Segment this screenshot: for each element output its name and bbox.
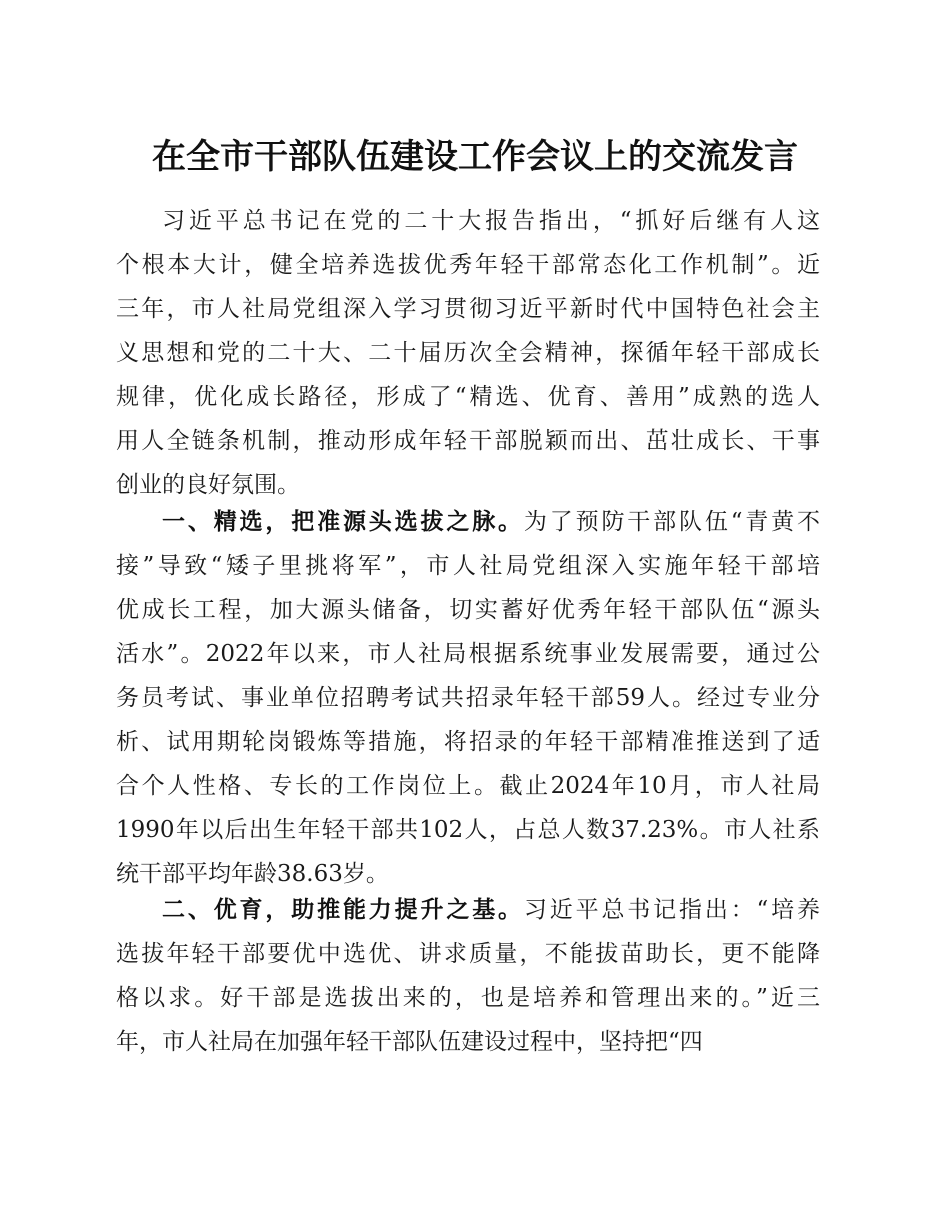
text-run: 为了预防干部队伍“青黄不 bbox=[523, 509, 821, 535]
text-line: 个根本大计，健全培养选拔优秀年轻干部常态化工作机制”。近 bbox=[116, 252, 820, 278]
text-line bbox=[116, 888, 820, 932]
document-title: 在全市干部队伍建设工作会议上的交流发言 bbox=[152, 137, 798, 177]
paragraph-section-1 bbox=[116, 500, 820, 896]
section-heading: 一、精选，把准源头选拔之脉。 bbox=[162, 508, 524, 535]
text-line: 用人全链条机制，推动形成年轻干部脱颖而出、茁壮成长、干事 bbox=[116, 428, 820, 454]
text-line: 年，市人社局在加强年轻干部队伍建设过程中，坚持把“四 bbox=[116, 1029, 703, 1055]
text-run: 习近平总书记指出：“培养 bbox=[523, 897, 821, 923]
text-line: 创业的良好氛围。 bbox=[116, 472, 300, 498]
paragraph-section-2 bbox=[116, 888, 820, 1064]
text-line: 优成长工程，加大源头储备，切实蓄好优秀年轻干部队伍“源头 bbox=[116, 597, 820, 623]
text-line bbox=[116, 500, 820, 544]
text-line: 析、试用期轮岗锻炼等措施，将招录的年轻干部精准推送到了适 bbox=[116, 729, 820, 755]
text-line: 选拔年轻干部要优中选优、讲求质量，不能拔苗助长，更不能降 bbox=[116, 941, 820, 967]
text-line: 接”导致“矮子里挑将军”，市人社局党组深入实施年轻干部培 bbox=[116, 553, 820, 579]
text-line: 三年，市人社局党组深入学习贯彻习近平新时代中国特色社会主 bbox=[116, 296, 820, 322]
section-heading: 二、优育，助推能力提升之基。 bbox=[162, 896, 524, 923]
text-line: 务员考试、事业单位招聘考试共招录年轻干部59人。经过专业分 bbox=[116, 685, 820, 711]
paragraph-intro bbox=[116, 199, 820, 507]
text-line: 规律，优化成长路径，形成了“精选、优育、善用”成熟的选人 bbox=[116, 384, 820, 410]
text-line: 1990年以后出生年轻干部共102人，占总人数37.23%。市人社系 bbox=[116, 817, 820, 843]
text-line: 活水”。2022年以来，市人社局根据系统事业发展需要，通过公 bbox=[116, 641, 820, 667]
text-line: 统干部平均年龄38.63岁。 bbox=[116, 861, 389, 887]
text-line: 合个人性格、专长的工作岗位上。截止2024年10月，市人社局 bbox=[116, 773, 820, 799]
text-line: 习近平总书记在党的二十大报告指出，“抓好后继有人这 bbox=[162, 208, 820, 234]
text-line: 格以求。好干部是选拔出来的，也是培养和管理出来的。”近三 bbox=[116, 985, 820, 1011]
text-line: 义思想和党的二十大、二十届历次全会精神，探循年轻干部成长 bbox=[116, 340, 820, 366]
